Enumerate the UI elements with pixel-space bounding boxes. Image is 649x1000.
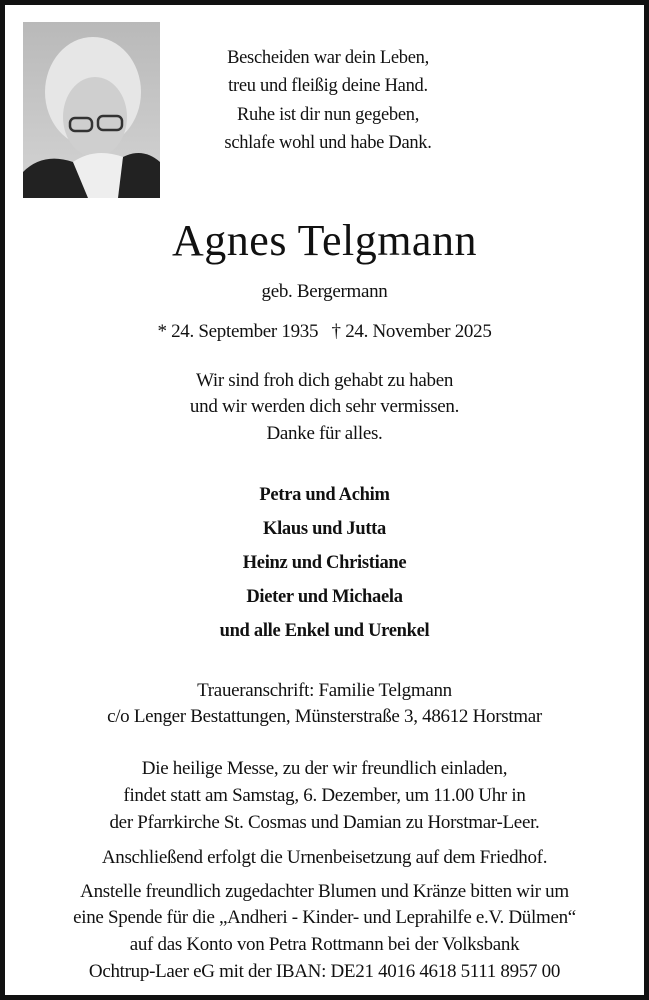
deceased-name: Agnes Telgmann (172, 216, 477, 265)
address-line: Traueranschrift: Familie Telgmann (197, 680, 452, 701)
mourner: Heinz und Christiane (242, 553, 407, 573)
life-dates: * 24. September 1935 † 24. November 2025 (157, 321, 492, 342)
service-line: Die heilige Messe, zu der wir freundlich einladen, (141, 758, 508, 779)
quote-line: und wir werden dich sehr vermissen. (189, 396, 460, 417)
poem-line: treu und fleißig deine Hand. (228, 76, 428, 96)
donation-line: eine Spende für die „Andheri - Kinder- und Leprahilfe e.V. Dülmen“ (73, 907, 576, 928)
mourner: Dieter und Michaela (246, 587, 403, 607)
address-line: c/o Lenger Bestattungen, Münsterstraße 3, 48612 Horstmar (107, 706, 542, 727)
service-line: der Pfarrkirche St. Cosmas und Damian zu Horstmar-Leer. (109, 812, 540, 833)
mourner: Petra und Achim (259, 485, 390, 505)
poem-line: schlafe wohl und habe Dank. (224, 133, 432, 153)
portrait-photo (23, 22, 160, 198)
birth-name: geb. Bergermann (261, 281, 388, 302)
mourner: und alle Enkel und Urenkel (219, 621, 430, 641)
donation-line: Ochtrup-Laer eG mit der IBAN: DE21 4016 4618 5111 8957 00 (88, 961, 561, 982)
donation-line: auf das Konto von Petra Rottmann bei der Volksbank (129, 934, 520, 955)
quote-line: Wir sind froh dich gehabt zu haben (195, 370, 454, 391)
donation-line: Anstelle freundlich zugedachter Blumen und Kränze bitten wir um (80, 881, 569, 902)
poem-line: Ruhe ist dir nun gegeben, (236, 105, 420, 125)
mourner: Klaus und Jutta (263, 519, 386, 539)
poem-line: Bescheiden war dein Leben, (227, 48, 429, 68)
burial-info: Anschließend erfolgt die Urnenbeisetzung auf dem Friedhof. (101, 847, 548, 868)
service-line: findet statt am Samstag, 6. Dezember, um 11.00 Uhr in (123, 785, 526, 806)
quote-line: Danke für alles. (266, 423, 383, 444)
